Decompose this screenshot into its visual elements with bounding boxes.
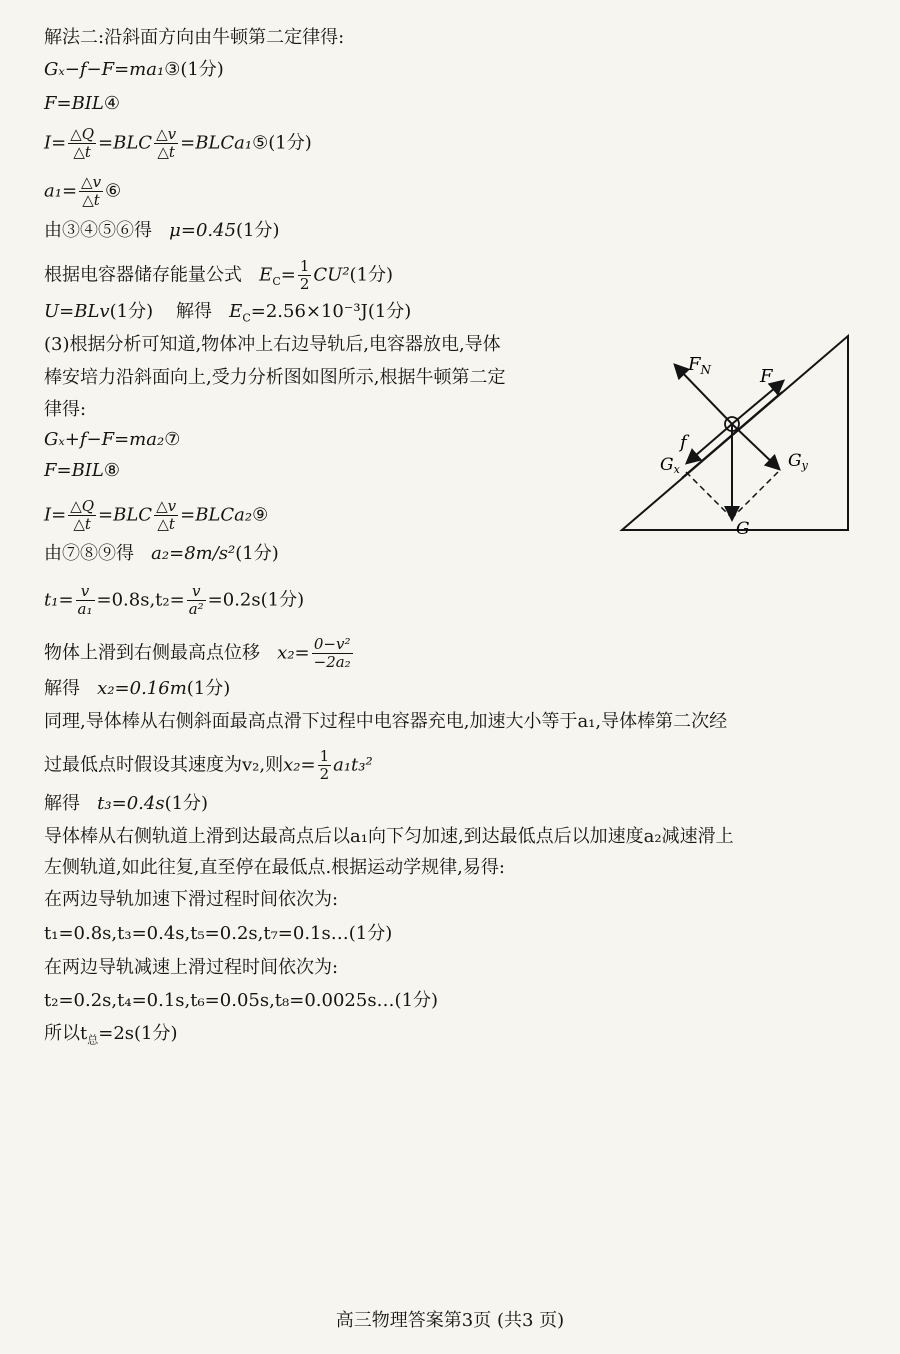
t3-score: (1分) xyxy=(164,793,209,814)
label-f-small: f xyxy=(680,432,687,453)
label-f-big: F xyxy=(760,366,773,387)
eq6-num: △v xyxy=(81,173,102,191)
energy-den: 2 xyxy=(299,275,310,293)
total-time xyxy=(44,1022,178,1053)
x2solve-score: (1分) xyxy=(186,678,231,699)
eq5-frac2 xyxy=(154,126,178,161)
accel-label: 在两边导轨加速下滑过程时间依次为: xyxy=(44,889,339,910)
gy-arrow xyxy=(732,424,778,468)
part3-line1: (3)根据分析可知道,物体冲上右边导轨后,电容器放电,导体 xyxy=(44,334,501,355)
label-gy-sub: y xyxy=(801,459,808,472)
voltage-value-rhs: =2.56×10⁻³J xyxy=(250,301,368,322)
force-diagram xyxy=(612,328,862,538)
para1b-frac xyxy=(318,748,332,783)
eq9-frac2 xyxy=(154,498,178,533)
eq9-frac2-num: △v xyxy=(156,497,177,515)
paragraph-1: 同理,导体棒从右侧斜面最高点滑下过程中电容器充电,加速大小等于a₁,导体棒第二次经 xyxy=(44,711,728,732)
label-gx-sub: x xyxy=(673,463,680,476)
eq9-frac1-den: △t xyxy=(73,515,91,533)
voltage-line xyxy=(44,300,411,331)
t3-value: t₃=0.4s xyxy=(97,793,165,814)
times-n2: v xyxy=(191,582,201,600)
eq9-mid: =BLC xyxy=(98,504,153,526)
para1b-den: 2 xyxy=(319,765,330,783)
energy-rhs: CU² xyxy=(313,264,350,286)
times-frac2 xyxy=(187,583,206,618)
part3-line3: 律得: xyxy=(44,399,87,420)
equation-7 xyxy=(44,428,180,452)
accel-times: t₁=0.8s,t₃=0.4s,t₅=0.2s,t₇=0.1s…(1分) xyxy=(44,923,393,944)
eq9-tag: ⑨ xyxy=(252,504,269,526)
mu-text: 由③④⑤⑥得 xyxy=(44,220,152,241)
eq9-rhs: =BLCa₂ xyxy=(180,504,253,526)
voltage-value: E xyxy=(229,301,243,322)
a2-result xyxy=(44,542,279,566)
eq9-lhs: I= xyxy=(44,504,67,526)
mu-score: (1分) xyxy=(236,220,280,241)
label-fn-sub: N xyxy=(700,363,711,377)
page-footer: 高三物理答案第3页 (共3 页) xyxy=(335,1310,565,1331)
eq5-frac2-num: △v xyxy=(156,125,177,143)
label-g: G xyxy=(736,519,750,538)
times-d2: a² xyxy=(188,600,204,618)
x2-line xyxy=(44,636,355,671)
energy-sub: C xyxy=(272,275,281,289)
equation-5 xyxy=(44,126,312,161)
equation-8 xyxy=(44,459,120,483)
t3-solve xyxy=(44,792,208,816)
eq7-body: Gₓ+f−F=ma₂ xyxy=(44,429,165,450)
total-value: =2s xyxy=(98,1023,135,1044)
paragraph-2b: 左侧轨道,如此往复,直至停在最低点.根据运动学规律,易得: xyxy=(44,857,505,878)
eq5-frac1-den: △t xyxy=(73,143,91,161)
mu-value: μ=0.45 xyxy=(169,220,237,241)
paragraph-2a: 导体棒从右侧轨道上滑到达最高点后以a₁向下匀加速,到达最低点后以加速度a₂减速滑上 xyxy=(44,826,734,847)
part3-line2: 棒安培力沿斜面向上,受力分析图如图所示,根据牛顿第二定 xyxy=(44,367,506,388)
times-line xyxy=(44,583,304,618)
eq3-score: (1分) xyxy=(180,59,224,80)
x2-frac xyxy=(312,636,353,671)
t3-text: 解得 xyxy=(44,793,80,814)
equation-4 xyxy=(44,92,120,116)
eq8-tag: ⑧ xyxy=(103,460,121,481)
ampere-force-arrow xyxy=(732,382,782,424)
eq3-body: Gₓ−f−F=ma₁ xyxy=(44,59,165,80)
energy-text: 根据电容器储存能量公式 xyxy=(44,264,242,286)
voltage-eq: U=BLv xyxy=(44,301,110,322)
mu-result xyxy=(44,219,280,243)
eq4-tag: ④ xyxy=(103,93,121,114)
times-v1: =0.8s,t₂= xyxy=(96,589,185,611)
eq6-lhs: a₁= xyxy=(44,180,78,202)
times-d1: a₁ xyxy=(77,600,93,618)
times-v2: =0.2s xyxy=(207,589,261,611)
eq6-den: △t xyxy=(82,191,100,209)
decel-times: t₂=0.2s,t₄=0.1s,t₆=0.05s,t₈=0.0025s…(1分) xyxy=(44,990,439,1011)
eq8-body: F=BIL xyxy=(44,460,104,481)
para1b-num: 1 xyxy=(319,747,330,765)
eq6-frac xyxy=(79,174,103,209)
para1b-lhs: x₂= xyxy=(283,754,316,776)
times-score: (1分) xyxy=(260,589,305,611)
x2solve-value: x₂=0.16m xyxy=(97,678,187,699)
times-t1: t₁= xyxy=(44,589,74,611)
x2-text: 物体上滑到右侧最高点位移 xyxy=(44,642,260,664)
total-sub: 总 xyxy=(87,1033,99,1047)
eq9-frac2-den: △t xyxy=(157,515,175,533)
times-frac1 xyxy=(76,583,95,618)
eq5-frac1-num: △Q xyxy=(70,125,95,143)
eq9-frac1-num: △Q xyxy=(70,497,95,515)
eq5-score: (1分) xyxy=(268,132,312,154)
voltage-score2: (1分) xyxy=(367,301,412,322)
gy-dashed xyxy=(732,472,778,518)
eq5-frac1 xyxy=(68,126,96,161)
label-gy-main: G xyxy=(788,451,802,471)
x2-solve xyxy=(44,677,230,701)
equation-9 xyxy=(44,498,268,533)
energy-eq: = xyxy=(280,264,296,286)
label-fn-main: F xyxy=(688,354,701,375)
label-gx xyxy=(660,455,681,476)
times-n1: v xyxy=(80,582,90,600)
energy-frac xyxy=(298,258,312,293)
label-fn xyxy=(687,354,712,377)
para1b-rhs: a₁t₃² xyxy=(333,754,373,776)
eq5-rhs: =BLCa₁ xyxy=(180,132,253,154)
energy-num: 1 xyxy=(299,257,310,275)
friction-arrow xyxy=(688,424,732,462)
equation-6 xyxy=(44,174,121,209)
energy-formula xyxy=(44,258,393,294)
eq9-frac1 xyxy=(68,498,96,533)
para1b-text: 过最低点时假设其速度为v₂,则 xyxy=(44,754,284,776)
eq4-body: F=BIL xyxy=(44,93,104,114)
eq5-frac2-den: △t xyxy=(157,143,175,161)
a2-score: (1分) xyxy=(235,543,279,564)
voltage-score: (1分) xyxy=(109,301,154,322)
voltage-solve: 解得 xyxy=(176,301,212,322)
eq5-tag: ⑤ xyxy=(252,132,269,154)
eq6-tag: ⑥ xyxy=(105,180,122,202)
x2-lhs: x₂= xyxy=(277,642,310,664)
a2-text: 由⑦⑧⑨得 xyxy=(44,543,134,564)
voltage-value-sub: C xyxy=(242,311,251,325)
label-gy xyxy=(788,451,809,472)
total-text: 所以t xyxy=(44,1023,88,1044)
eq3-tag: ③ xyxy=(164,59,181,80)
eq7-tag: ⑦ xyxy=(164,429,181,450)
x2solve-text: 解得 xyxy=(44,678,80,699)
x2-num: 0−v² xyxy=(313,635,351,653)
paragraph-1b xyxy=(44,748,373,783)
eq5-lhs: I= xyxy=(44,132,67,154)
x2-den: −2a₂ xyxy=(313,653,351,671)
equation-3 xyxy=(44,58,224,82)
energy-lhs: E xyxy=(259,264,273,286)
energy-score: (1分) xyxy=(349,264,394,286)
method2-heading: 解法二:沿斜面方向由牛顿第二定律得: xyxy=(44,27,345,48)
a2-value: a₂=8m/s² xyxy=(151,543,236,564)
eq5-mid: =BLC xyxy=(98,132,153,154)
decel-label: 在两边导轨减速上滑过程时间依次为: xyxy=(44,957,339,978)
total-score: (1分) xyxy=(134,1023,178,1044)
label-gx-main: G xyxy=(660,455,674,475)
gx-dashed xyxy=(686,472,732,518)
